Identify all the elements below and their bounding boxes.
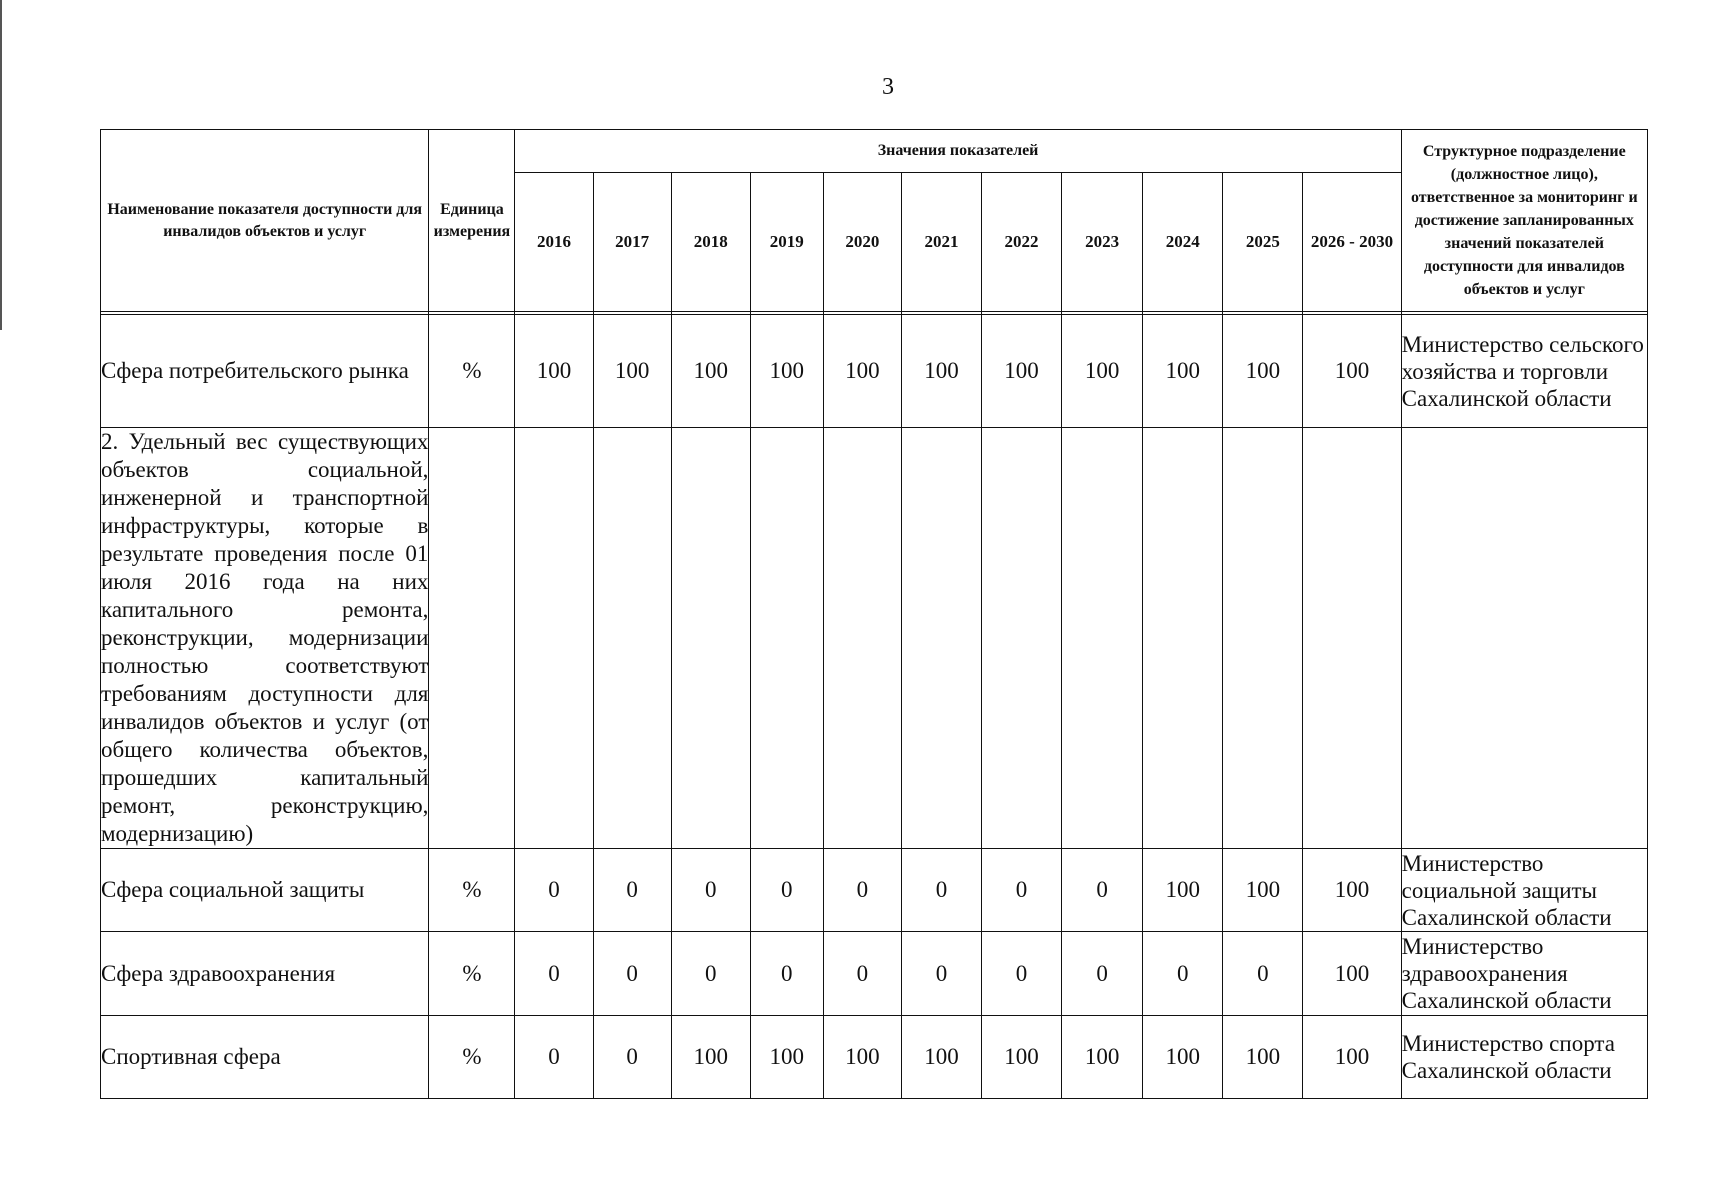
row-value bbox=[1062, 428, 1143, 849]
row-value: 100 bbox=[1303, 849, 1401, 932]
row-name: Сфера здравоохранения bbox=[101, 932, 429, 1016]
indicator-table bbox=[100, 129, 1648, 1099]
row-value: 100 bbox=[1143, 1016, 1223, 1099]
row-responsible: Министерство социальной защиты Сахалинской области bbox=[1401, 849, 1647, 932]
header-year: 2021 bbox=[901, 173, 981, 312]
table-row bbox=[101, 315, 1648, 428]
row-responsible: Министерство спорта Сахалинской области bbox=[1401, 1016, 1647, 1099]
row-responsible: Министерство здравоохранения Сахалинской области bbox=[1401, 932, 1647, 1016]
row-name: Спортивная сфера bbox=[101, 1016, 429, 1099]
header-year: 2018 bbox=[671, 173, 750, 312]
row-value: 100 bbox=[1223, 849, 1303, 932]
header-values-group: Значения показателей bbox=[515, 130, 1401, 173]
row-value: 100 bbox=[1303, 932, 1401, 1016]
table-row bbox=[101, 849, 1648, 932]
row-value: 100 bbox=[671, 315, 750, 428]
row-value: 100 bbox=[1303, 1016, 1401, 1099]
row-value: 0 bbox=[901, 849, 981, 932]
row-unit: % bbox=[429, 1016, 515, 1099]
row-name: Сфера потребительского рынка bbox=[101, 315, 429, 428]
row-value: 100 bbox=[1303, 315, 1401, 428]
row-value: 100 bbox=[823, 315, 901, 428]
row-value: 100 bbox=[1223, 1016, 1303, 1099]
table-row bbox=[101, 428, 1648, 849]
row-value: 0 bbox=[515, 849, 593, 932]
row-unit: % bbox=[429, 932, 515, 1016]
row-value: 0 bbox=[1143, 932, 1223, 1016]
row-value: 100 bbox=[823, 1016, 901, 1099]
row-value bbox=[823, 428, 901, 849]
row-value: 100 bbox=[901, 1016, 981, 1099]
row-value: 0 bbox=[593, 849, 671, 932]
row-value bbox=[1223, 428, 1303, 849]
row-value bbox=[1143, 428, 1223, 849]
row-value: 100 bbox=[1143, 849, 1223, 932]
header-year: 2024 bbox=[1143, 173, 1223, 312]
row-value: 100 bbox=[1062, 1016, 1143, 1099]
header-year: 2020 bbox=[823, 173, 901, 312]
scan-left-edge bbox=[0, 0, 2, 330]
row-value: 0 bbox=[823, 932, 901, 1016]
header-year: 2016 bbox=[515, 173, 593, 312]
row-value: 100 bbox=[750, 315, 823, 428]
row-value: 0 bbox=[593, 1016, 671, 1099]
row-value: 0 bbox=[981, 849, 1061, 932]
header-year: 2025 bbox=[1223, 173, 1303, 312]
header-year: 2023 bbox=[1062, 173, 1143, 312]
table-row bbox=[101, 932, 1648, 1016]
header-indicator-name: Наименование показателя доступности для инвалидов объектов и услуг bbox=[101, 130, 429, 312]
row-value bbox=[671, 428, 750, 849]
row-value: 100 bbox=[1223, 315, 1303, 428]
row-name: 2. Удельный вес существующих объектов социальной, инженерной и транспортной инфраструктуры, которые в результате проведения после 01 июля 2016 года на них капитального ремонта, реконструкции, модернизации полностью соответствуют требованиям доступности для инвалидов объектов и услуг (от общего количества объектов, прошедших капитальный ремонт, реконструкцию, модернизацию) bbox=[101, 428, 429, 849]
row-value: 100 bbox=[981, 1016, 1061, 1099]
header-unit: Единица измерения bbox=[429, 130, 515, 312]
row-value: 100 bbox=[901, 315, 981, 428]
row-value: 0 bbox=[750, 932, 823, 1016]
row-value: 0 bbox=[593, 932, 671, 1016]
row-value: 100 bbox=[515, 315, 593, 428]
row-value: 0 bbox=[750, 849, 823, 932]
row-value: 100 bbox=[750, 1016, 823, 1099]
row-value: 0 bbox=[671, 849, 750, 932]
row-value: 0 bbox=[1062, 932, 1143, 1016]
row-value: 0 bbox=[901, 932, 981, 1016]
header-year: 2017 bbox=[593, 173, 671, 312]
row-value bbox=[981, 428, 1061, 849]
row-unit: % bbox=[429, 315, 515, 428]
row-value: 0 bbox=[671, 932, 750, 1016]
header-row-1 bbox=[101, 130, 1648, 173]
row-responsible bbox=[1401, 428, 1647, 849]
row-value: 100 bbox=[1143, 315, 1223, 428]
header-year: 2019 bbox=[750, 173, 823, 312]
row-value bbox=[515, 428, 593, 849]
row-value: 100 bbox=[1062, 315, 1143, 428]
row-unit bbox=[429, 428, 515, 849]
row-value: 0 bbox=[981, 932, 1061, 1016]
row-value bbox=[1303, 428, 1401, 849]
row-value: 0 bbox=[1062, 849, 1143, 932]
table-row bbox=[101, 1016, 1648, 1099]
row-value bbox=[901, 428, 981, 849]
row-value: 100 bbox=[593, 315, 671, 428]
page-number: 3 bbox=[882, 74, 894, 100]
row-value bbox=[750, 428, 823, 849]
row-responsible: Министерство сельского хозяйства и торговли Сахалинской области bbox=[1401, 315, 1647, 428]
row-name: Сфера социальной защиты bbox=[101, 849, 429, 932]
header-responsible: Структурное подразделение (должностное лицо), ответственное за мониторинг и достижение запланированных значений показателей доступности для инвалидов объектов и услуг bbox=[1401, 130, 1647, 312]
row-value bbox=[593, 428, 671, 849]
header-year: 2026 - 2030 bbox=[1303, 173, 1401, 312]
row-value: 0 bbox=[515, 1016, 593, 1099]
row-value: 0 bbox=[1223, 932, 1303, 1016]
row-value: 100 bbox=[671, 1016, 750, 1099]
row-value: 0 bbox=[823, 849, 901, 932]
row-value: 0 bbox=[515, 932, 593, 1016]
row-value: 100 bbox=[981, 315, 1061, 428]
header-year: 2022 bbox=[981, 173, 1061, 312]
row-unit: % bbox=[429, 849, 515, 932]
